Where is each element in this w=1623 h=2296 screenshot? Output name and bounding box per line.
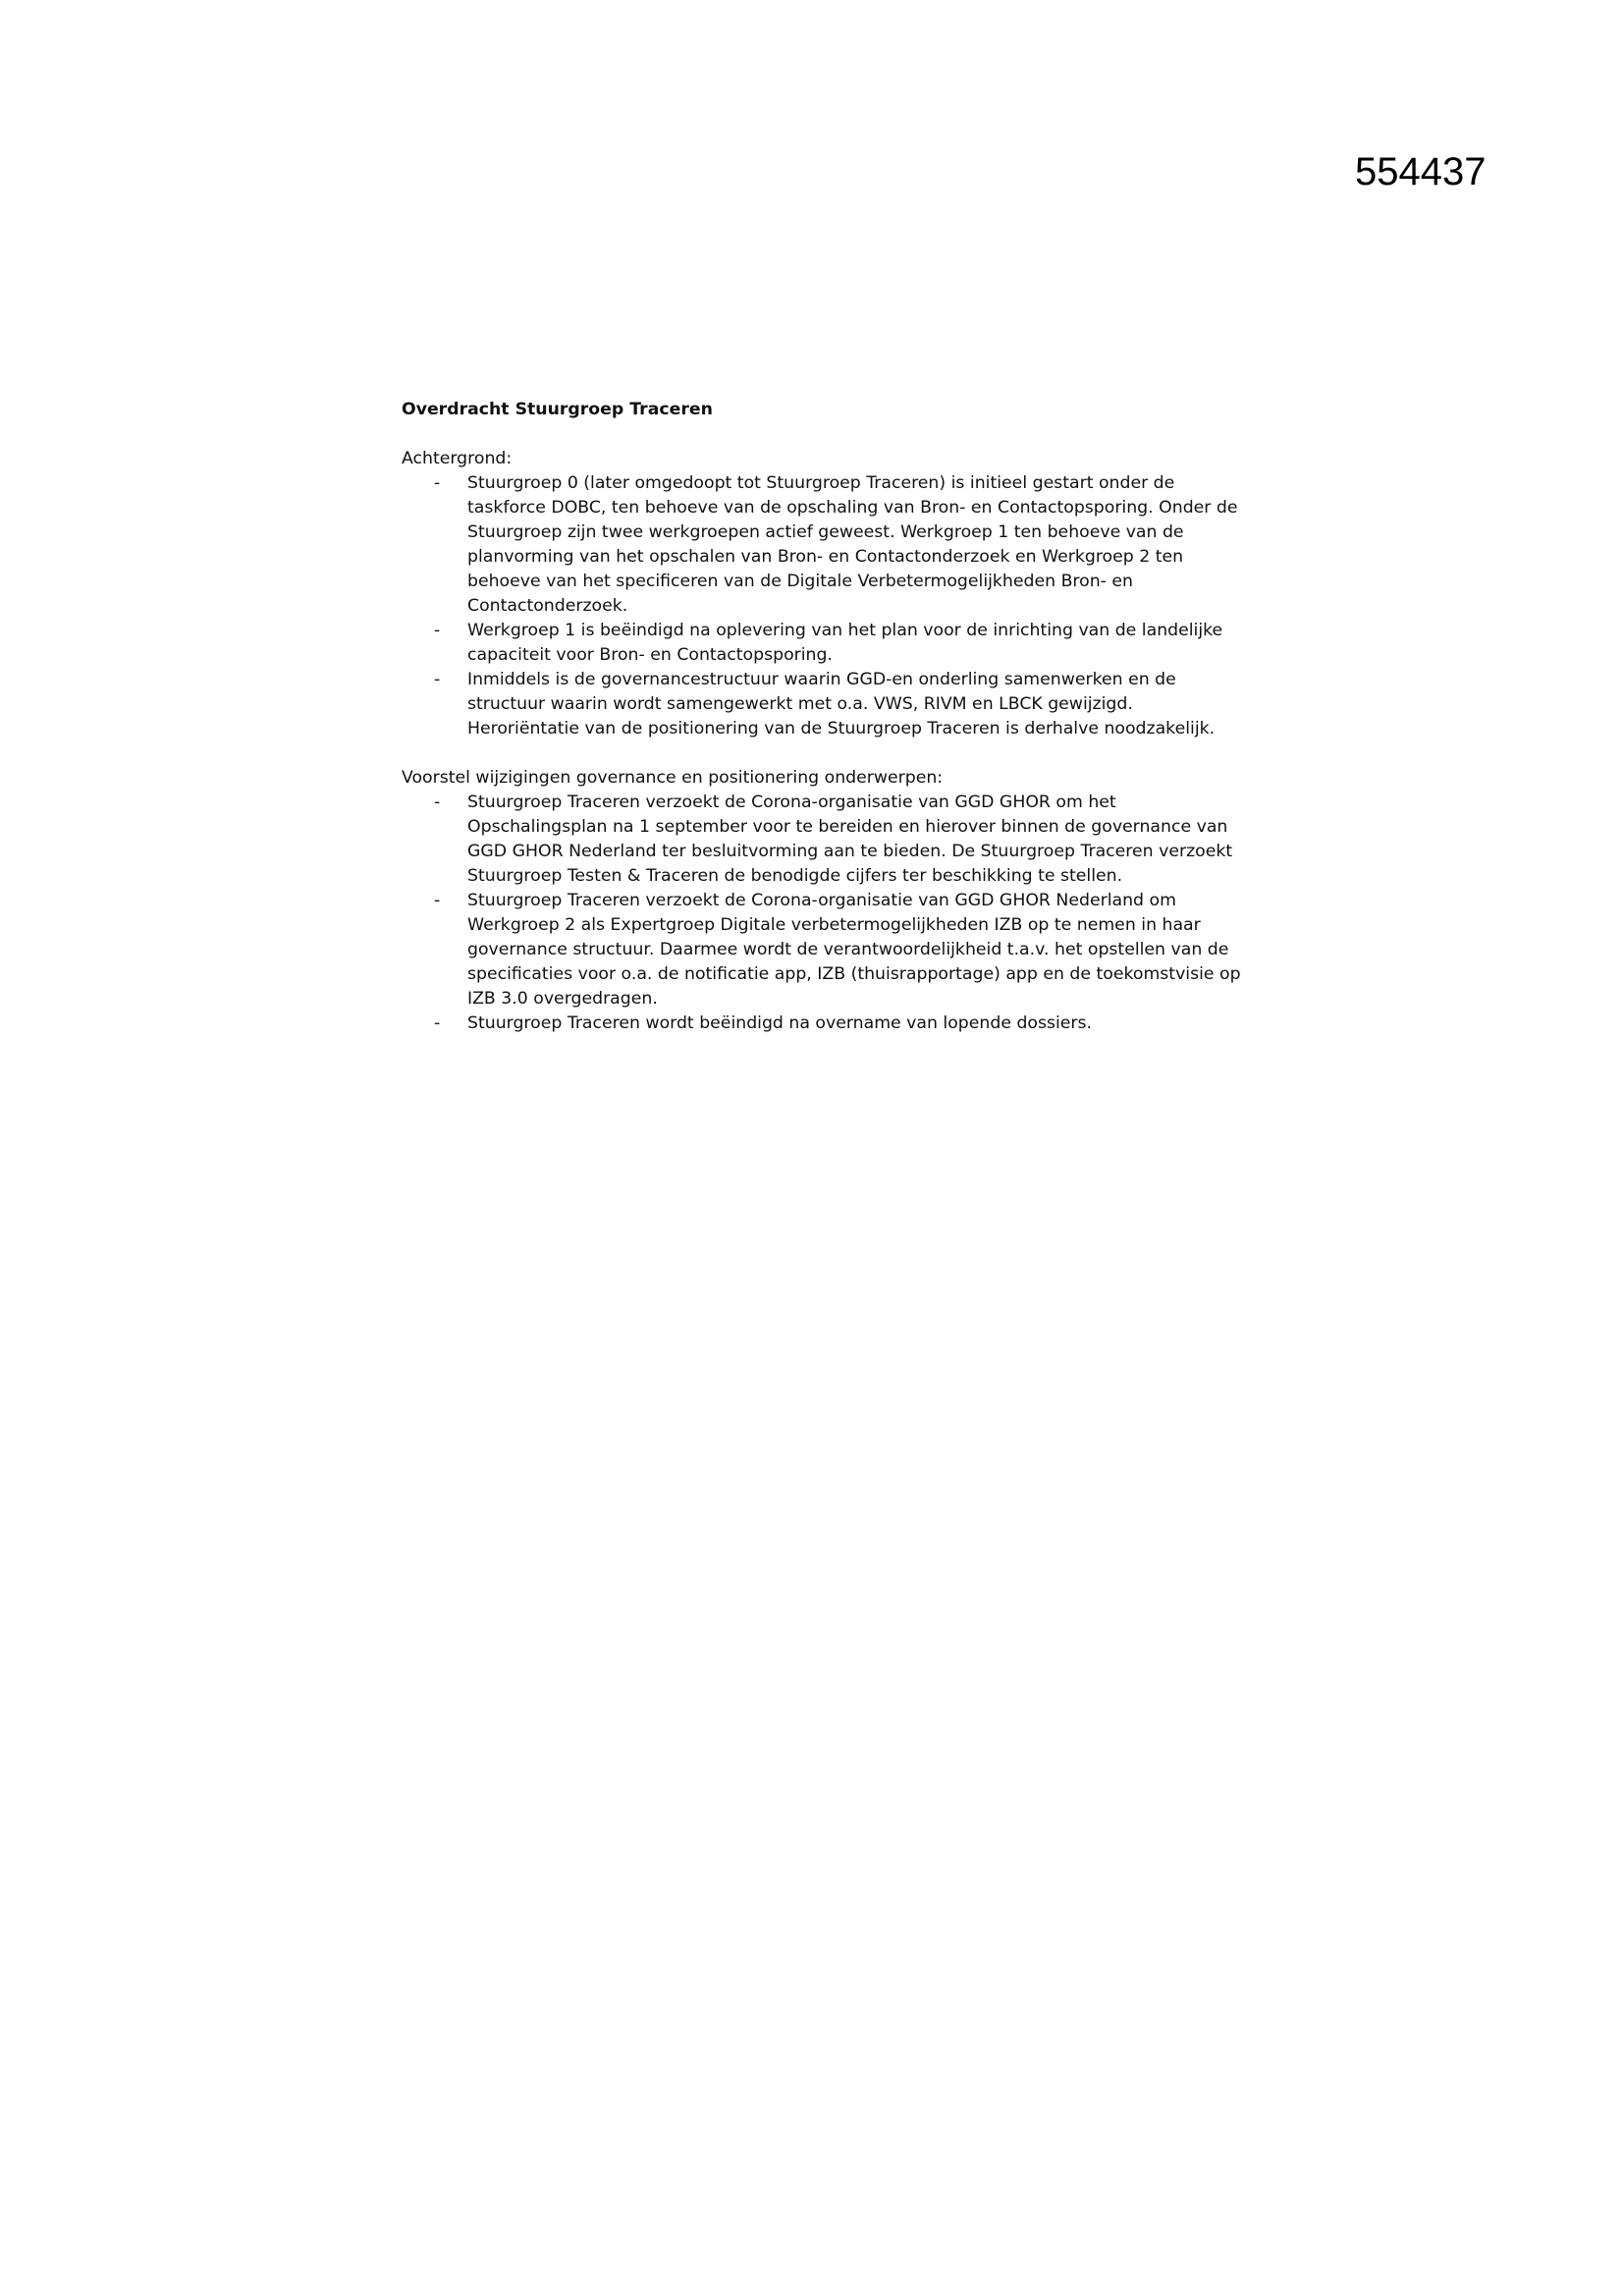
background-list (402, 471, 1246, 741)
section-heading-proposal: Voorstel wijzigingen governance en positionering onderwerpen: (402, 768, 944, 788)
spacer (402, 741, 1246, 766)
dash-bullet-icon: - (434, 621, 441, 640)
list-item (402, 668, 1246, 741)
list-item (402, 619, 1246, 668)
section-heading-background: Achtergrond: (402, 449, 513, 468)
dash-bullet-icon: - (434, 891, 441, 910)
list-item (402, 791, 1246, 889)
list-item (402, 1011, 1246, 1036)
dash-bullet-icon: - (434, 793, 441, 812)
list-item-text: Stuurgroep Traceren wordt beëindigd na overname van lopende dossiers. (467, 1013, 1093, 1033)
list-item-text: Inmiddels is de governancestructuur waarin GGD-en onderling samenwerken en de structuur waarin wordt samengewerkt met o.a. VWS, RIVM en LBCK gewijzigd. Heroriëntatie van de positionering van de Stuurgroep Traceren is derhalve noodzakelijk. (467, 670, 1216, 738)
proposal-list (402, 791, 1246, 1036)
list-item-text: Werkgroep 1 is beëindigd na oplevering van het plan voor de inrichting van de landelijke capaciteit voor Bron- en Contactopsporing. (467, 621, 1223, 665)
list-item-text: Stuurgroep Traceren verzoekt de Corona-organisatie van GGD GHOR om het Opschalingsplan na 1 september voor te bereiden en hierover binnen de governance van GGD GHOR Nederland ter besluitvorming aan te bieden. De Stuurgroep Traceren verzoekt Stuurgroep Testen & Traceren de benodigde cijfers ter beschikking te stellen. (467, 793, 1233, 886)
dash-bullet-icon: - (434, 1013, 441, 1033)
document-body (402, 398, 1246, 1036)
document-number: 554437 (1355, 150, 1487, 193)
dash-bullet-icon: - (434, 473, 441, 493)
document-title: Overdracht Stuurgroep Traceren (402, 400, 713, 419)
list-item-text: Stuurgroep 0 (later omgedoopt tot Stuurgroep Traceren) is initieel gestart onder de taskforce DOBC, ten behoeve van de opschaling van Bron- en Contactopsporing. Onder de Stuurgroep zijn twee werkgroepen actief geweest. Werkgroep 1 ten behoeve van de planvorming van het opschalen van Bron- en Contactonderzoek en Werkgroep 2 ten behoeve van het specificeren van de Digitale Verbetermogelijkheden Bron- en Contactonderzoek. (467, 473, 1238, 616)
dash-bullet-icon: - (434, 670, 441, 689)
list-item (402, 471, 1246, 619)
list-item-text: Stuurgroep Traceren verzoekt de Corona-organisatie van GGD GHOR Nederland om Werkgroep 2 als Expertgroep Digitale verbetermogelijkheden IZB op te nemen in haar governance structuur. Daarmee wordt de verantwoordelijkheid t.a.v. het opstellen van de specificaties voor o.a. de notificatie app, IZB (thuisrapportage) app en de toekomstvisie op IZB 3.0 overgedragen. (467, 891, 1241, 1009)
spacer (402, 422, 1246, 447)
list-item (402, 889, 1246, 1011)
